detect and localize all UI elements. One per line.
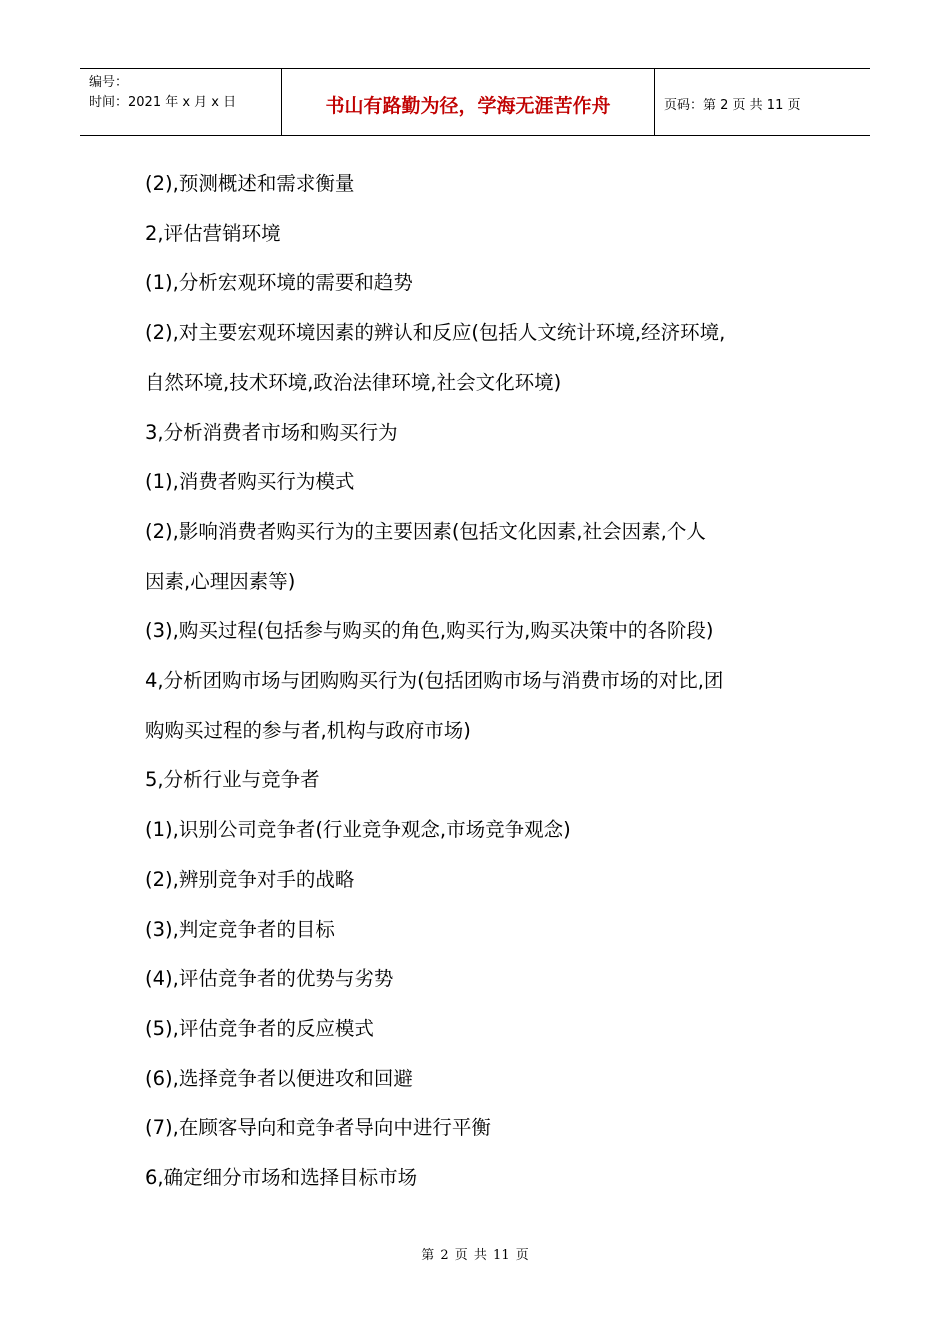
body-line: 4,分析团购市场与团购购买行为(包括团购市场与消费市场的对比,团 [145, 669, 724, 693]
body-line: (1),消费者购买行为模式 [145, 470, 355, 494]
body-line: (2),影响消费者购买行为的主要因素(包括文化因素,社会因素,个人 [145, 519, 706, 543]
body-line: (1),识别公司竞争者(行业竞争观念,市场竞争观念) [145, 818, 571, 842]
page-footer [0, 1244, 950, 1263]
header-meta-cell [80, 69, 281, 135]
body-line: 5,分析行业与竞争者 [145, 768, 320, 792]
body-line: (6),选择竞争者以便进攻和回避 [145, 1066, 413, 1090]
body-line: (3),购买过程(包括参与购买的角色,购买行为,购买决策中的各阶段) [145, 619, 714, 643]
document-body [145, 159, 825, 1203]
body-line: 自然环境,技术环境,政治法律环境,社会文化环境) [145, 370, 562, 394]
body-line: 3,分析消费者市场和购买行为 [145, 420, 398, 444]
body-line: (2),预测概述和需求衡量 [145, 172, 355, 195]
page-header [80, 68, 870, 136]
body-line: 6,确定细分市场和选择目标市场 [145, 1166, 418, 1190]
header-motto: 书山有路勤为径，学海无涯苦作舟 [325, 94, 611, 117]
body-line: (7),在顾客导向和竞争者导向中进行平衡 [145, 1116, 491, 1140]
document-time-label: 时间：2021 年 x 月 x 日 [89, 95, 237, 110]
body-line: (2),辨别竞争对手的战略 [145, 867, 355, 891]
body-line: 2,评估营销环境 [145, 221, 281, 245]
body-line: (2),对主要宏观环境因素的辨认和反应(包括人文统计环境,经济环境, [145, 321, 726, 345]
body-line: (1),分析宏观环境的需要和趋势 [145, 271, 413, 295]
body-line: 购购买过程的参与者,机构与政府市场) [145, 718, 471, 742]
body-line: (3),判定竞争者的目标 [145, 917, 335, 941]
body-line: (4),评估竞争者的优势与劣势 [145, 967, 394, 991]
header-page-cell [655, 69, 870, 135]
document-number-label: 编号： [89, 75, 129, 90]
header-page-info: 页码：第 2 页 共 11 页 [664, 97, 801, 113]
footer-page-number: 第 2 页 共 11 页 [421, 1248, 529, 1263]
header-motto-cell [281, 69, 655, 135]
body-line: 因素,心理因素等) [145, 569, 296, 593]
body-line: (5),评估竞争者的反应模式 [145, 1016, 374, 1040]
